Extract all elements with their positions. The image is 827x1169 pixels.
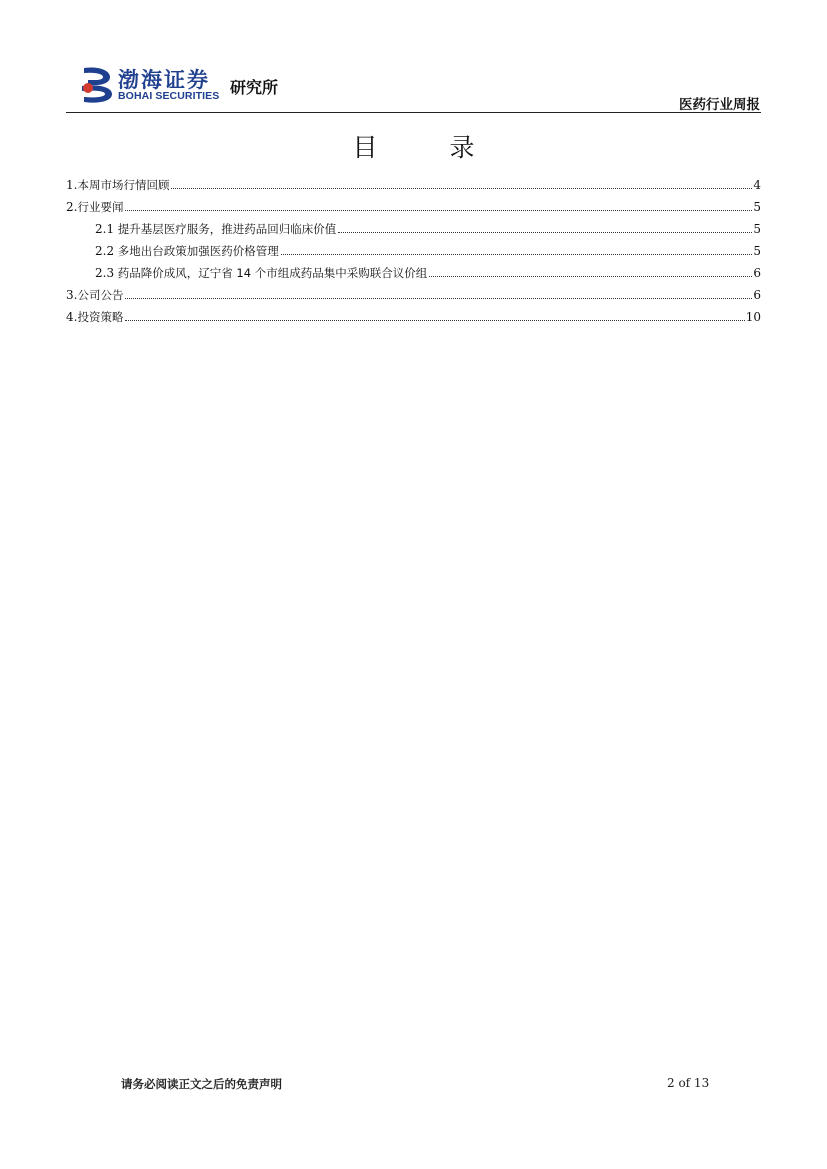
toc-entry-3[interactable] (66, 280, 761, 302)
toc-entry-number: 1. (66, 178, 78, 192)
brand-name-cn: 渤海证券 (118, 68, 210, 92)
toc-entry-4[interactable] (66, 302, 761, 324)
toc-entry-label (66, 288, 123, 302)
toc-entry-number: 2.1 (95, 222, 115, 236)
toc-entry-number: 2.3 (95, 266, 115, 280)
toc-entry-page: 6 (753, 266, 761, 280)
institute-name: 研究所 (230, 78, 279, 97)
toc-leader-dots (125, 298, 752, 299)
toc-entry-label (66, 310, 123, 324)
bohai-logo-mark-icon (80, 66, 114, 104)
toc-entry-page: 10 (745, 310, 761, 324)
toc-entry-text: 提升基层医疗服务，推进药品回归临床价值 (117, 222, 337, 236)
toc-leader-dots (281, 254, 753, 255)
toc-entry-page: 5 (753, 200, 761, 214)
toc-entry-label (95, 244, 279, 258)
brand-name-en: BOHAI SECURITIES (118, 90, 220, 102)
toc-leader-dots (125, 320, 744, 321)
toc-entry-text: 行业要闻 (77, 200, 124, 214)
toc-entry-number: 2. (66, 200, 78, 214)
bohai-logo (80, 66, 320, 104)
toc-entry-page: 4 (753, 178, 761, 192)
toc-entry-number: 4. (66, 310, 78, 324)
toc-entry-page: 5 (753, 244, 761, 258)
toc-entry-text: 多地出台政策加强医药价格管理 (117, 244, 279, 258)
toc-entry-2[interactable] (66, 192, 761, 214)
table-of-contents (66, 170, 761, 324)
toc-leader-dots (429, 276, 752, 277)
toc-entry-1[interactable] (66, 170, 761, 192)
toc-entry-number: 3. (66, 288, 78, 302)
footer-page-indicator: 2 of 13 (667, 1076, 710, 1090)
report-type: 医药行业周报 (679, 97, 760, 113)
toc-entry-2-1[interactable] (66, 214, 761, 236)
toc-entry-text: 本周市场行情回顾 (77, 178, 170, 192)
toc-entry-text: 药品降价成风，辽宁省 14 个市组成药品集中采购联合议价组 (117, 266, 428, 280)
toc-title: 目 录 (352, 133, 507, 162)
toc-entry-number: 2.2 (95, 244, 115, 258)
toc-entry-label (66, 178, 169, 192)
toc-entry-label (95, 266, 427, 280)
toc-entry-text: 投资策略 (77, 310, 124, 324)
toc-entry-page: 5 (753, 222, 761, 236)
toc-leader-dots (338, 232, 752, 233)
toc-leader-dots (171, 188, 752, 189)
toc-entry-2-2[interactable] (66, 236, 761, 258)
header-divider (66, 112, 761, 113)
footer-disclaimer: 请务必阅读正文之后的免责声明 (121, 1077, 282, 1091)
toc-entry-page: 6 (753, 288, 761, 302)
toc-entry-label (95, 222, 336, 236)
toc-leader-dots (125, 210, 752, 211)
toc-entry-text: 公司公告 (77, 288, 124, 302)
toc-entry-2-3[interactable] (66, 258, 761, 280)
toc-entry-label (66, 200, 123, 214)
